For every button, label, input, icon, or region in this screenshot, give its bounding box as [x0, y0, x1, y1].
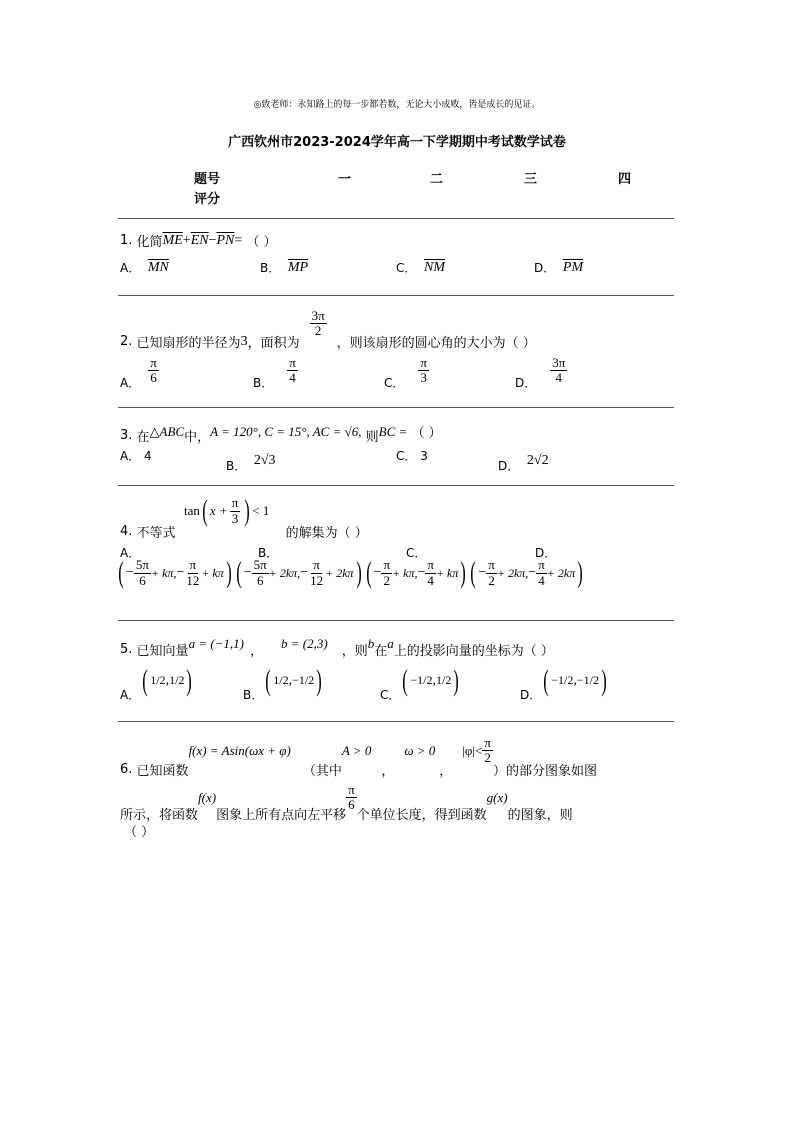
question-text: 不等式	[136, 526, 176, 541]
question-4	[120, 522, 368, 541]
fraction-denominator: 6	[139, 572, 146, 588]
divider	[118, 407, 674, 408]
fraction-denominator: 6	[348, 797, 355, 812]
option-label: B．	[226, 459, 247, 473]
vector-b: b	[367, 635, 375, 651]
fraction-numerator: 5π	[253, 557, 267, 573]
option-label: D．	[520, 688, 542, 702]
option-value: 2√2	[526, 452, 549, 468]
fraction-numerator: π	[231, 495, 239, 511]
option-fraction	[184, 558, 201, 588]
fraction-numerator: 3π	[552, 354, 566, 370]
close-paren: )	[577, 556, 583, 589]
q4-option-b-label: B．	[258, 546, 279, 560]
open-paren: (	[118, 556, 124, 589]
option-label: C．	[396, 449, 417, 463]
close-paren: )	[226, 556, 232, 589]
vector-a-definition: a = (−1,1)	[188, 635, 245, 651]
q3-option-c	[396, 447, 428, 464]
option-fraction	[536, 558, 547, 588]
function-f: f(x)	[198, 789, 217, 805]
divider	[118, 721, 674, 722]
radius-value: 3	[240, 333, 248, 349]
score-table-row1-label: 题号	[194, 172, 221, 187]
fraction-numerator: π	[150, 354, 157, 370]
close-paren: )	[453, 663, 460, 697]
op-plus: +	[182, 232, 191, 248]
fraction-numerator: π	[484, 734, 491, 750]
option-label: C．	[384, 376, 405, 390]
interval-term: + 2kπ,	[496, 565, 529, 580]
coord-x: −1/2	[551, 673, 574, 687]
option-value: 4	[144, 448, 152, 463]
option-fraction	[418, 356, 429, 386]
question-text: 已知扇形的半径为	[136, 336, 241, 351]
fraction-denominator: 2	[383, 572, 390, 588]
question-number: 6.	[120, 762, 133, 777]
question-text: （其中	[302, 764, 342, 779]
q3-option-a	[120, 447, 152, 464]
q5-option-b	[243, 658, 324, 703]
option-fraction	[252, 558, 269, 588]
close-paren: )	[355, 556, 362, 589]
option-fraction	[134, 558, 151, 588]
question-text: 中，	[184, 430, 211, 445]
fraction-denominator: 6	[150, 370, 157, 385]
separator: ，	[250, 644, 264, 659]
op-minus: −	[208, 232, 217, 248]
score-col-3: 三	[524, 172, 538, 187]
interval-term: + 2kπ	[546, 565, 576, 580]
q4-option-a-label: A．	[120, 546, 141, 560]
question-number: 4.	[120, 524, 133, 539]
interval-term: + 2kπ,	[268, 565, 301, 580]
question-text: 图象上所有点向左平移	[216, 808, 347, 823]
q2-option-b	[253, 350, 298, 391]
open-paren: (	[402, 663, 409, 697]
question-3	[120, 418, 442, 445]
asked-expression: BC =	[378, 423, 408, 439]
vector-pn: $\overline{PN}$	[216, 232, 235, 248]
q5-option-d	[520, 658, 609, 703]
fraction-denominator: 6	[256, 572, 264, 588]
fraction-denominator: 4	[289, 370, 296, 385]
divider	[118, 620, 674, 621]
option-fraction	[425, 558, 436, 588]
coord-x: −1/2	[410, 673, 433, 687]
option-fraction	[486, 558, 497, 588]
fraction-numerator: 3π	[311, 307, 325, 323]
question-text: ）的部分图象如图	[492, 764, 597, 779]
condition-phi: |φ|<	[462, 742, 483, 758]
left-paren: (	[202, 494, 208, 527]
coord-y: 1/2	[169, 673, 185, 687]
divider	[118, 485, 674, 486]
option-label: A．	[120, 261, 141, 275]
coord-y: 1/2	[436, 673, 452, 687]
question-text: 个单位长度，得到函数	[356, 808, 487, 823]
question-text: ，面积为	[247, 336, 300, 351]
score-table-row2-label: 评分	[194, 192, 221, 207]
option-value: 2√3	[253, 452, 276, 468]
option-label: B．	[243, 688, 264, 702]
question-text: ，则该扇形的圆心角的大小为（ ）	[336, 336, 536, 351]
given-conditions: A = 120°, C = 15°, AC = √6,	[210, 423, 362, 439]
open-paren: (	[365, 556, 372, 589]
fraction-denominator: 2	[314, 323, 322, 338]
vector-me: $\overline{ME}$	[162, 232, 183, 248]
option-fraction	[148, 356, 159, 386]
question-text: 则	[365, 430, 379, 445]
minus-sign: −	[417, 565, 426, 580]
question-text: ，则	[341, 644, 368, 659]
question-number: 3.	[120, 428, 133, 443]
question-text: 所示，将函数	[120, 808, 199, 823]
interval-term: + kπ	[201, 565, 224, 580]
coord-y: −1/2	[292, 673, 315, 687]
shift-fraction	[346, 783, 357, 813]
function-g: g(x)	[486, 789, 508, 805]
condition-omega: ω > 0	[404, 742, 436, 758]
close-paren: )	[601, 663, 607, 697]
option-label: C．	[396, 261, 417, 275]
score-col-4: 四	[618, 172, 632, 187]
option-fraction	[308, 558, 325, 588]
minus-sign: −	[300, 565, 309, 580]
coord-x: 1/2	[150, 673, 166, 687]
comma: ,	[165, 672, 170, 688]
option-label: D．	[498, 459, 520, 473]
fraction-numerator: π	[313, 557, 320, 573]
divider	[118, 295, 674, 296]
option-value: $\overline{NM}$	[424, 259, 446, 275]
open-paren: (	[543, 663, 549, 697]
option-label: D．	[534, 261, 556, 275]
fraction-numerator: π	[538, 557, 545, 573]
op-equals: =	[234, 232, 243, 248]
score-col-2: 二	[430, 172, 444, 187]
right-paren: )	[244, 494, 251, 527]
option-label: A．	[120, 688, 141, 702]
fraction-numerator: π	[289, 354, 296, 370]
fraction-numerator: π	[420, 354, 427, 370]
fraction-denominator: 4	[538, 572, 545, 588]
question-text: 在	[136, 430, 150, 445]
area-fraction	[310, 309, 327, 339]
q4-option-c-label: C．	[406, 546, 427, 560]
comma: ,	[573, 672, 577, 688]
option-label: C．	[380, 688, 401, 702]
vector-b-definition: b = (2,3)	[281, 635, 328, 651]
open-paren: (	[265, 663, 271, 697]
close-paren: )	[186, 663, 193, 697]
fraction-numerator: π	[427, 557, 434, 573]
option-label: A．	[120, 376, 141, 390]
option-label: D．	[515, 376, 537, 390]
fraction-denominator: 4	[427, 572, 434, 588]
question-6-line-1	[120, 730, 680, 779]
minus-sign: −	[176, 565, 185, 580]
question-number: 5.	[120, 642, 133, 657]
q4-option-d-label: D．	[535, 546, 557, 560]
open-paren: (	[470, 556, 477, 589]
question-number: 2.	[120, 334, 133, 349]
question-1	[120, 231, 277, 250]
q3-option-d	[498, 447, 549, 474]
interval-term: + kπ,	[392, 565, 418, 580]
inequality-x: x +	[209, 503, 228, 518]
fraction-denominator: 4	[555, 370, 563, 385]
minus-sign: −	[243, 565, 252, 580]
q5-option-c	[380, 658, 461, 703]
open-paren: (	[236, 556, 242, 589]
fraction-denominator: 2	[488, 572, 495, 588]
fraction-numerator: π	[348, 781, 355, 797]
close-paren: )	[460, 556, 467, 589]
vector-a: a	[387, 635, 394, 651]
vector-en: $\overline{EN}$	[190, 232, 209, 248]
answer-paren: （ ）	[246, 235, 277, 250]
option-label: B．	[260, 261, 281, 275]
q1-option-a	[120, 259, 169, 276]
coord-y: −1/2	[576, 673, 599, 687]
minus-sign: −	[478, 565, 487, 580]
q4-options-intervals	[116, 558, 676, 588]
fraction-denominator: 2	[484, 750, 491, 765]
interval-term: + kπ	[435, 565, 459, 580]
question-text: 在	[374, 644, 388, 659]
comma: ,	[288, 672, 293, 688]
comma: ,	[432, 672, 436, 688]
inequality-rhs: < 1	[252, 503, 270, 518]
interval-term: + kπ,	[150, 565, 177, 580]
fraction-denominator: 3	[420, 370, 427, 385]
separator: ，	[439, 764, 453, 779]
option-fraction	[550, 356, 567, 386]
question-6-line-2	[120, 776, 573, 823]
question-text: 已知向量	[136, 644, 189, 659]
divider	[118, 218, 674, 219]
minus-sign: −	[373, 565, 382, 580]
question-text: 已知函数	[136, 764, 189, 779]
question-text: 的图象，则	[507, 808, 573, 823]
interval-term: + 2kπ	[325, 565, 354, 580]
option-value: 3	[420, 448, 428, 463]
fraction-denominator: 12	[310, 572, 324, 588]
answer-paren: （ ）	[124, 825, 155, 840]
q2-option-d	[515, 350, 567, 391]
triangle-abc: △ABC	[149, 423, 185, 439]
option-label: A．	[120, 449, 141, 463]
fraction-denominator: 12	[186, 572, 200, 588]
fraction-numerator: π	[383, 557, 391, 573]
fraction-numerator: 5π	[135, 557, 149, 573]
question-text: 上的投影向量的坐标为（ ）	[393, 644, 554, 659]
option-fraction	[381, 558, 392, 588]
question-text: 化简	[136, 235, 163, 250]
open-paren: (	[142, 663, 148, 697]
q3-option-b	[226, 447, 276, 474]
question-5	[120, 628, 554, 659]
question-text: 的解集为（ ）	[285, 526, 368, 541]
option-value: $\overline{MP}$	[287, 259, 309, 275]
motto-line: ◎致老师：永知路上的每一步都若数，无论大小成败，皆是成长的见证。	[253, 100, 541, 110]
option-fraction	[287, 356, 298, 386]
q1-option-c	[396, 259, 445, 276]
exam-title: 广西钦州市2023-2024学年高一下学期期中考试数学试卷	[228, 135, 566, 150]
minus-sign: −	[528, 565, 537, 580]
separator: ，	[381, 764, 395, 779]
function-definition: f(x) = Asin(ωx + φ)	[188, 742, 291, 758]
condition-a: A > 0	[341, 742, 372, 758]
option-value: $\overline{PM}$	[562, 259, 584, 275]
fraction-numerator: π	[189, 557, 197, 573]
coord-x: 1/2	[273, 673, 289, 687]
q2-option-c	[384, 350, 429, 391]
q1-option-d	[534, 259, 583, 276]
q2-option-a	[120, 350, 159, 391]
phi-bound-fraction	[482, 736, 493, 766]
fraction-denominator: 3	[231, 510, 239, 526]
answer-paren: （ ）	[411, 426, 442, 441]
option-label: B．	[253, 376, 274, 390]
question-2	[120, 302, 536, 351]
close-paren: )	[316, 663, 322, 697]
q5-option-a	[120, 658, 194, 703]
q1-option-b	[260, 259, 308, 276]
tan-function: tan	[184, 503, 200, 518]
score-col-1: 一	[338, 172, 352, 187]
fraction-numerator: π	[488, 557, 495, 573]
minus-sign: −	[126, 565, 134, 580]
option-value: $\overline{MN}$	[147, 259, 169, 275]
question-number: 1.	[120, 233, 133, 248]
